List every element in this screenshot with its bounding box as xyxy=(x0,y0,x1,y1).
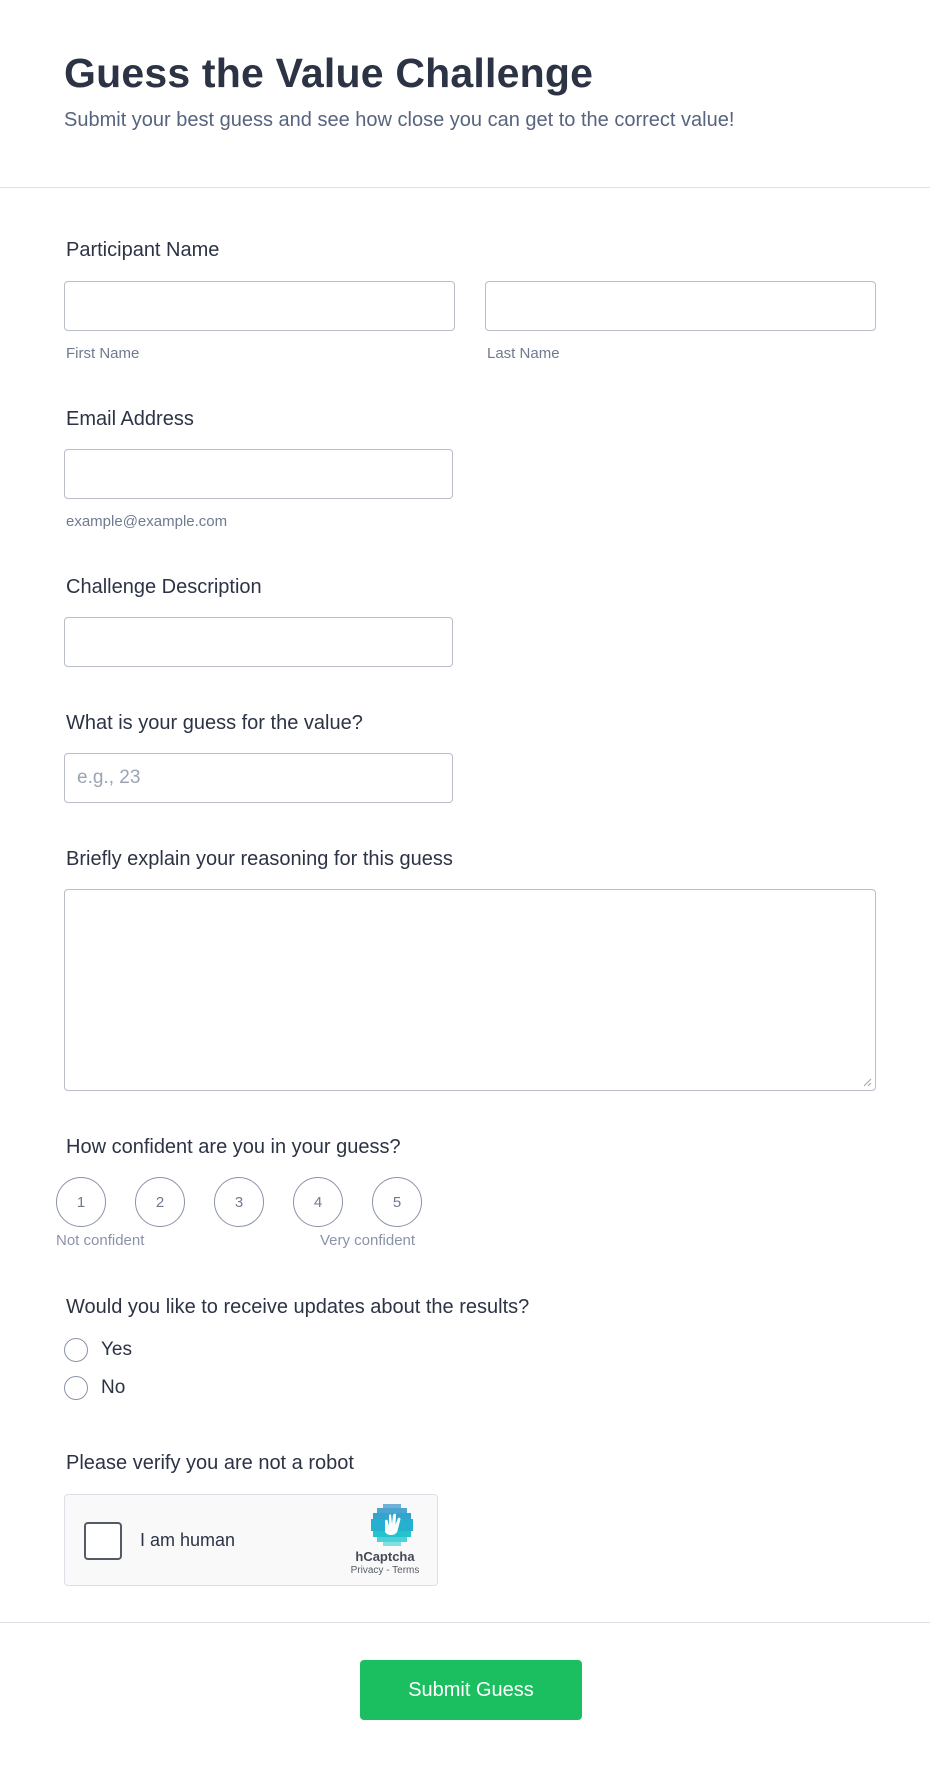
first-name-input[interactable] xyxy=(64,281,455,331)
last-name-sublabel: Last Name xyxy=(487,345,560,362)
form-footer xyxy=(0,1622,930,1768)
confidence-option-5[interactable]: 5 xyxy=(372,1177,422,1227)
form-header xyxy=(0,0,930,188)
challenge-description-input[interactable] xyxy=(64,617,453,667)
captcha-checkbox-label: I am human xyxy=(140,1530,236,1550)
confidence-option-2[interactable]: 2 xyxy=(135,1177,185,1227)
submit-guess-button[interactable]: Submit Guess xyxy=(360,1660,582,1720)
last-name-input[interactable] xyxy=(485,281,876,331)
updates-yes-label[interactable]: Yes xyxy=(101,1339,132,1360)
updates-no-radio[interactable] xyxy=(64,1376,88,1400)
updates-yes-radio[interactable] xyxy=(64,1338,88,1362)
reasoning-label: Briefly explain your reasoning for this guess xyxy=(66,848,453,870)
email-sublabel: example@example.com xyxy=(66,513,228,530)
guess-label: What is your guess for the value? xyxy=(66,712,363,734)
captcha-links[interactable]: Privacy - Terms xyxy=(350,1565,420,1576)
confidence-high-label: Very confident xyxy=(320,1232,416,1249)
challenge-description-label: Challenge Description xyxy=(66,576,262,598)
participant-name-label: Participant Name xyxy=(66,239,220,261)
confidence-low-label: Not confident xyxy=(56,1232,145,1249)
confidence-label: How confident are you in your guess? xyxy=(66,1136,401,1158)
resize-grip-icon[interactable] xyxy=(862,1077,872,1087)
confidence-option-1[interactable]: 1 xyxy=(56,1177,106,1227)
hcaptcha-hand-icon xyxy=(371,1504,413,1546)
confidence-option-3[interactable]: 3 xyxy=(214,1177,264,1227)
reasoning-textarea[interactable] xyxy=(64,889,876,1091)
captcha-label: Please verify you are not a robot xyxy=(66,1452,354,1474)
page-subtitle: Submit your best guess and see how close you can get to the correct value! xyxy=(64,109,735,131)
page-title: Guess the Value Challenge xyxy=(64,50,594,96)
captcha-checkbox[interactable] xyxy=(84,1522,122,1560)
first-name-sublabel: First Name xyxy=(66,345,140,362)
captcha-widget xyxy=(64,1494,438,1586)
guess-input[interactable] xyxy=(64,753,453,803)
captcha-brand: hCaptcha xyxy=(355,1549,415,1564)
updates-no-label[interactable]: No xyxy=(101,1377,126,1398)
updates-label: Would you like to receive updates about the results? xyxy=(66,1296,530,1318)
email-label: Email Address xyxy=(66,408,194,430)
confidence-option-4[interactable]: 4 xyxy=(293,1177,343,1227)
email-input[interactable] xyxy=(64,449,453,499)
